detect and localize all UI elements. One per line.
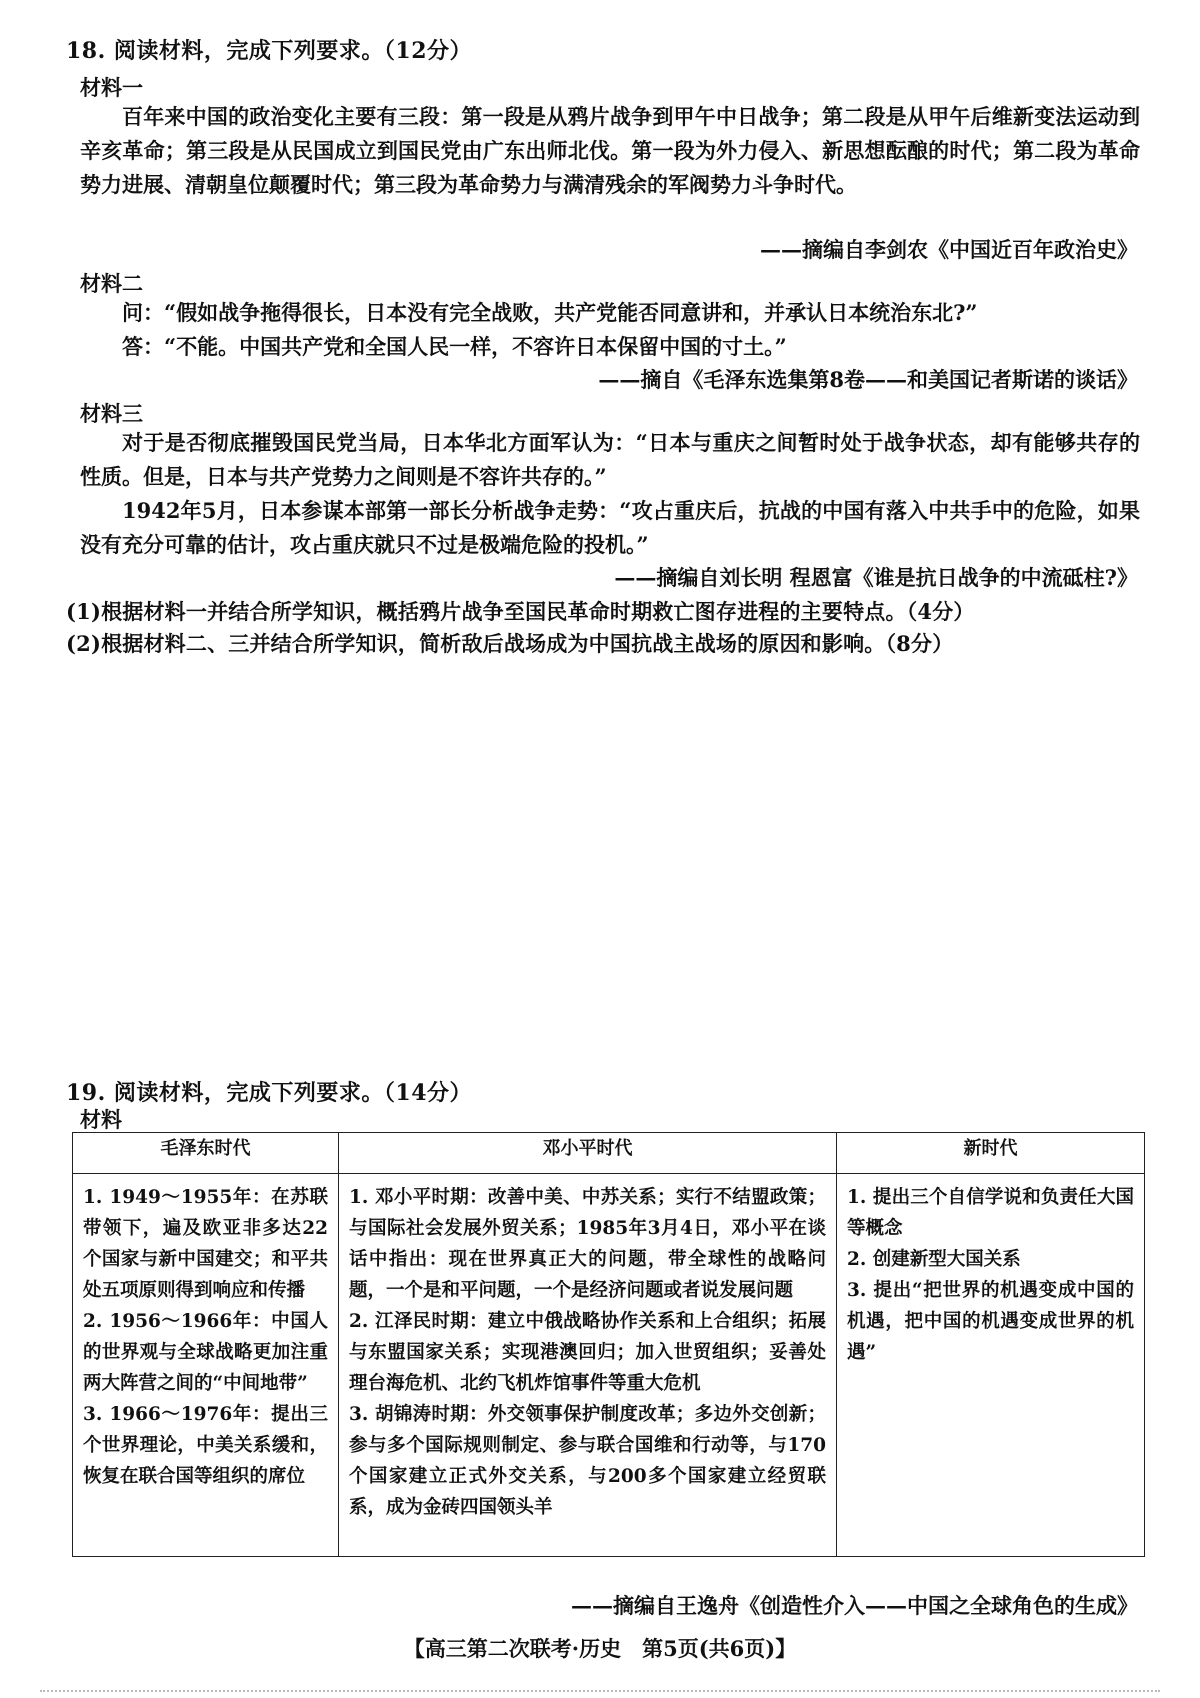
material-3-paragraph-2: 1942年5月，日本参谋本部第一部长分析战争走势：“攻占重庆后，抗战的中国有落入中共手中的危险，如果没有充分可靠的估计，攻占重庆就只不过是极端危险的投机。” bbox=[80, 498, 1140, 557]
material-heading: 材料 bbox=[80, 1108, 122, 1132]
material-2-heading: 材料二 bbox=[80, 272, 143, 296]
material-1-source: ——摘编自李剑农《中国近百年政治史》 bbox=[760, 237, 1138, 262]
list-item: 1. 提出三个自信学说和负责任大国等概念 bbox=[847, 1187, 1134, 1239]
question-18-title: 18. 阅读材料，完成下列要求。（12分） bbox=[66, 38, 473, 64]
material-3-heading: 材料三 bbox=[80, 402, 143, 426]
material-2-question: 问：“假如战争拖得很长，日本没有完全战败，共产党能否同意讲和，并承认日本统治东北?” bbox=[122, 300, 978, 325]
table-header-new-era: 新时代 bbox=[837, 1133, 1145, 1174]
table-header-deng: 邓小平时代 bbox=[339, 1133, 837, 1174]
table-cell-deng bbox=[339, 1174, 837, 1557]
bottom-divider bbox=[40, 1690, 1160, 1692]
question-19-source: ——摘编自王逸舟《创造性介入——中国之全球角色的生成》 bbox=[571, 1593, 1138, 1618]
list-item: 3. 提出“把世界的机遇变成中国的机遇，把中国的机遇变成世界的机遇” bbox=[847, 1280, 1134, 1363]
list-item: 2. 创建新型大国关系 bbox=[847, 1249, 1021, 1270]
list-item: 3. 1966～1976年：提出三个世界理论，中美关系缓和，恢复在联合国等组织的席位 bbox=[83, 1404, 328, 1487]
question-19-title: 19. 阅读材料，完成下列要求。（14分） bbox=[66, 1080, 473, 1106]
list-item: 1. 邓小平时期：改善中美、中苏关系；实行不结盟政策；与国际社会发展外贸关系；1985年3月4日，邓小平在谈话中指出：现在世界真正大的问题，带全球性的战略问题，一个是和平问题，一个是经济问题或者说发展问题 bbox=[349, 1187, 826, 1301]
list-item: 2. 1956～1966年：中国人的世界观与全球战略更加注重两大阵营之间的“中间地带” bbox=[83, 1311, 328, 1394]
table-cell-mao bbox=[73, 1174, 339, 1557]
table-header-row bbox=[73, 1133, 1145, 1174]
page-footer: 【高三第二次联考·历史 第5页(共6页)】 bbox=[403, 1636, 797, 1661]
material-2-answer: 答：“不能。中国共产党和全国人民一样，不容许日本保留中国的寸土。” bbox=[122, 334, 787, 359]
material-2-source: ——摘自《毛泽东选集第8卷——和美国记者斯诺的谈话》 bbox=[598, 367, 1138, 392]
diplomacy-table bbox=[72, 1132, 1145, 1557]
question-18-part-2: (2)根据材料二、三并结合所学知识，简析敌后战场成为中国抗战主战场的原因和影响。（8分） bbox=[66, 631, 954, 656]
table-header-mao: 毛泽东时代 bbox=[73, 1133, 339, 1174]
material-3-source: ——摘编自刘长明 程恩富《谁是抗日战争的中流砥柱?》 bbox=[614, 565, 1138, 590]
list-item: 3. 胡锦涛时期：外交领事保护制度改革；多边外交创新；参与多个国际规则制定、参与联合国维和行动等，与170个国家建立正式外交关系，与200多个国家建立经贸联系，成为金砖四国领头羊 bbox=[349, 1404, 826, 1518]
material-1-text: 百年来中国的政治变化主要有三段：第一段是从鸦片战争到甲午中日战争；第二段是从甲午后维新变法运动到辛亥革命；第三段是从民国成立到国民党由广东出师北伐。第一段为外力侵入、新思想酝酿的时代；第二段为革命势力进展、清朝皇位颠覆时代；第三段为革命势力与满清残余的军阀势力斗争时代。 bbox=[80, 104, 1140, 197]
list-item: 2. 江泽民时期：建立中俄战略协作关系和上合组织；拓展与东盟国家关系；实现港澳回归；加入世贸组织；妥善处理台海危机、北约飞机炸馆事件等重大危机 bbox=[349, 1311, 826, 1394]
question-18-part-1: (1)根据材料一并结合所学知识，概括鸦片战争至国民革命时期救亡图存进程的主要特点。（4分） bbox=[66, 599, 975, 624]
material-3-paragraph-1: 对于是否彻底摧毁国民党当局，日本华北方面军认为：“日本与重庆之间暂时处于战争状态，却有能够共存的性质。但是，日本与共产党势力之间则是不容许共存的。” bbox=[80, 430, 1140, 489]
material-1-heading: 材料一 bbox=[80, 76, 143, 100]
list-item: 1. 1949～1955年：在苏联带领下，遍及欧亚非多达22个国家与新中国建交；和平共处五项原则得到响应和传播 bbox=[83, 1187, 328, 1301]
table-row bbox=[73, 1174, 1145, 1557]
table-cell-new-era bbox=[837, 1174, 1145, 1557]
